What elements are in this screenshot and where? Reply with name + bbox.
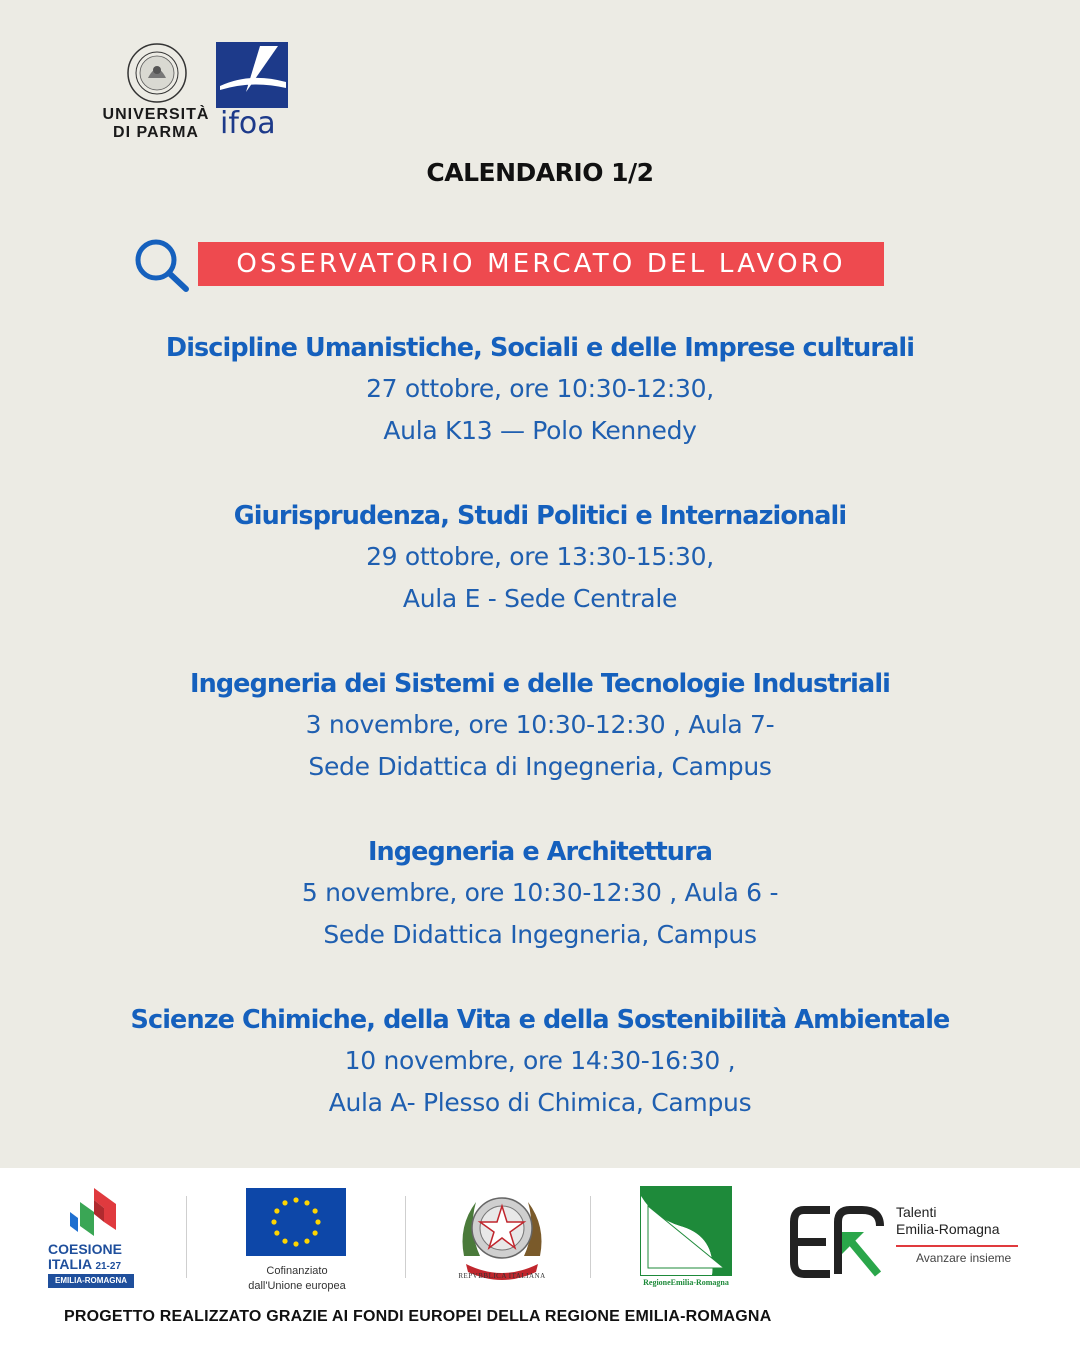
eu-label-line1: Cofinanziato [266, 1265, 328, 1277]
ifoa-wordmark: ifoa [220, 106, 276, 141]
eu-logo [232, 1188, 362, 1298]
observatory-banner: OSSERVATORIO MERCATO DEL LAVORO [198, 242, 884, 286]
footer-divider [590, 1196, 591, 1278]
event-title: Giurisprudenza, Studi Politici e Internazionali [233, 501, 847, 531]
event-datetime: 3 novembre, ore 10:30-12:30 , Aula 7- [305, 710, 775, 739]
event-title: Discipline Umanistiche, Sociali e delle Imprese culturali [165, 333, 915, 363]
footer-divider [405, 1196, 406, 1278]
event-location: Aula K13 — Polo Kennedy [383, 416, 697, 445]
eu-star-icon [282, 1239, 287, 1244]
eu-star-icon [293, 1241, 298, 1246]
header-logos [96, 42, 296, 152]
event-location: Sede Didattica di Ingegneria, Campus [308, 752, 772, 781]
eu-star-icon [304, 1239, 309, 1244]
coesione-italia-logo [48, 1186, 138, 1296]
repubblica-label: REPVBBLICA ITALIANA [458, 1272, 546, 1280]
regione-emblem-icon [640, 1186, 732, 1276]
footer [0, 1168, 1080, 1350]
talenti-er-icon [790, 1202, 886, 1282]
event-item [0, 496, 1080, 620]
eu-star-icon [274, 1230, 279, 1235]
university-name [96, 106, 216, 142]
event-item [0, 832, 1080, 956]
eu-star-icon [313, 1230, 318, 1235]
coesione-region-badge: EMILIA-ROMAGNA [48, 1274, 134, 1288]
ifoa-logo [216, 42, 290, 142]
talenti-label-line1: Talenti [896, 1204, 937, 1220]
event-datetime: 29 ottobre, ore 13:30-15:30, [366, 542, 714, 571]
talenti-emilia-romagna-logo [790, 1198, 1030, 1288]
event-title: Ingegneria e Architettura [367, 837, 713, 867]
university-name-line1: UNIVERSITÀ [102, 106, 210, 123]
regione-emilia-romagna-logo [640, 1186, 732, 1290]
eu-star-icon [271, 1219, 276, 1224]
coesione-italia-icon [66, 1186, 120, 1238]
event-item [0, 664, 1080, 788]
eu-label-line2: dall'Unione europea [248, 1280, 346, 1292]
coesione-label-line1: COESIONE [48, 1241, 122, 1257]
footer-divider [186, 1196, 187, 1278]
event-item [0, 1000, 1080, 1124]
coesione-years: 21-27 [95, 1261, 122, 1272]
talenti-divider [896, 1245, 1018, 1247]
event-title: Scienze Chimiche, della Vita e della Sostenibilità Ambientale [130, 1005, 950, 1035]
eu-star-icon [313, 1208, 318, 1213]
eu-star-icon [274, 1208, 279, 1213]
event-location: Aula A- Plesso di Chimica, Campus [328, 1088, 752, 1117]
event-location: Aula E - Sede Centrale [402, 584, 678, 613]
eu-star-icon [282, 1200, 287, 1205]
eu-star-icon [293, 1197, 298, 1202]
event-item [0, 328, 1080, 452]
page-title: CALENDARIO 1/2 [426, 158, 654, 187]
event-datetime: 10 novembre, ore 14:30-16:30 , [344, 1046, 736, 1075]
ifoa-plane-icon [216, 42, 288, 108]
coesione-label-line2: ITALIA [48, 1256, 92, 1272]
university-seal-icon [126, 42, 188, 104]
university-name-line2: DI PARMA [113, 124, 199, 141]
event-location: Sede Didattica Ingegneria, Campus [323, 920, 757, 949]
event-title: Ingegneria dei Sistemi e delle Tecnologie Industriali [189, 669, 891, 699]
talenti-tagline: Avanzare insieme [916, 1251, 1012, 1265]
project-note: PROGETTO REALIZZATO GRAZIE AI FONDI EUROPEI DELLA REGIONE EMILIA-ROMAGNA [64, 1308, 772, 1325]
regione-label: RegioneEmilia-Romagna [643, 1278, 729, 1287]
eu-star-icon [304, 1200, 309, 1205]
ifoa-emblem [216, 42, 288, 108]
repubblica-italiana-emblem-icon [454, 1186, 550, 1286]
eu-star-icon [315, 1219, 320, 1224]
talenti-label-line2: Emilia-Romagna [896, 1221, 1000, 1237]
event-datetime: 27 ottobre, ore 10:30-12:30, [366, 374, 714, 403]
event-datetime: 5 novembre, ore 10:30-12:30 , Aula 6 - [301, 878, 779, 907]
search-icon [132, 238, 190, 292]
eu-flag-icon [246, 1188, 346, 1256]
